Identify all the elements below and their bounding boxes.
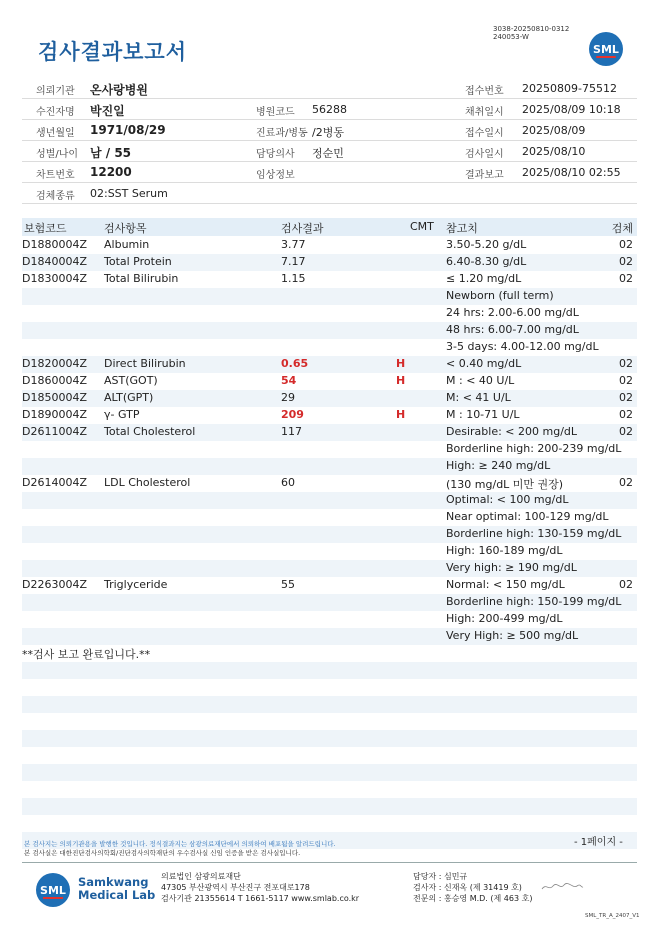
table-row: [22, 798, 637, 815]
doc-code-2: 240053-W: [493, 33, 529, 41]
table-row: [22, 679, 637, 696]
table-row: [22, 373, 637, 390]
header-spc: 검체: [611, 222, 633, 235]
cell-reference: 3-5 days: 4.00-12.00 mg/dL: [446, 340, 599, 353]
sml-logo-text: SML: [593, 42, 619, 56]
cell-specimen: 02: [619, 374, 633, 387]
table-row: [22, 526, 637, 543]
footer-logo: [36, 873, 70, 907]
table-row: [22, 560, 637, 577]
cell-test-name: Total Cholesterol: [104, 425, 196, 438]
footer-address: [161, 871, 359, 904]
cell-reference: 3.50-5.20 g/dL: [446, 238, 527, 251]
cell-result: 60: [281, 476, 295, 489]
test-date-value: 2025/08/10: [522, 145, 586, 158]
cell-flag: H: [396, 374, 406, 387]
header-ref: 참고치: [446, 222, 478, 235]
table-row: [22, 271, 637, 288]
footer-logo-text: SML: [40, 883, 66, 897]
receipt-date-value: 2025/08/09: [522, 124, 586, 137]
specimen-label: 검체종류: [36, 191, 75, 202]
doc-codes: [493, 25, 569, 41]
cell-reference: 48 hrs: 6.00-7.00 mg/dL: [446, 323, 579, 336]
cell-reference: Near optimal: 100-129 mg/dL: [446, 510, 609, 523]
table-row: [22, 339, 637, 356]
doc-code-1: 3038-20250810-0312: [493, 25, 570, 33]
cell-code: D1890004Z: [22, 408, 87, 421]
cell-specimen: 02: [619, 272, 633, 285]
cell-specimen: 02: [619, 578, 633, 591]
doctor-value: 정순민: [312, 147, 344, 160]
table-row: [22, 764, 637, 781]
cell-flag: H: [396, 408, 406, 421]
staff-line-3: 전문의 : 홍승영 M.D. (제 463 호): [413, 894, 533, 903]
cell-reference: M : 10-71 U/L: [446, 408, 520, 421]
table-row: [22, 815, 637, 832]
info-row: [22, 99, 637, 120]
cell-reference: 24 hrs: 2.00-6.00 mg/dL: [446, 306, 579, 319]
sexage-value: 남 / 55: [90, 146, 132, 160]
dept-value: /2병동: [312, 126, 344, 139]
name-value: 박진일: [90, 104, 125, 118]
table-row: [22, 730, 637, 747]
addr-line-3: 검사기관 21355614 T 1661-5117 www.smlab.co.kr: [161, 894, 360, 903]
footer-divider: [22, 862, 637, 863]
cell-specimen: 02: [619, 425, 633, 438]
table-row: [22, 781, 637, 798]
cell-reference: (130 mg/dL 미만 권장): [446, 478, 564, 491]
cell-reference: Optimal: < 100 mg/dL: [446, 493, 569, 506]
cell-reference: Borderline high: 150-199 mg/dL: [446, 595, 622, 608]
cell-test-name: γ- GTP: [104, 408, 140, 421]
cell-test-name: Total Bilirubin: [104, 272, 179, 285]
cell-flag: H: [396, 357, 406, 370]
chart-label: 차트번호: [36, 170, 75, 181]
cell-reference: Very High: ≥ 500 mg/dL: [446, 629, 579, 642]
cell-specimen: 02: [619, 408, 633, 421]
info-row: [22, 141, 637, 162]
table-row: [22, 611, 637, 628]
table-row: [22, 713, 637, 730]
cell-reference: High: ≥ 240 mg/dL: [446, 459, 551, 472]
cell-result: 209: [281, 408, 304, 421]
header-name: 검사항목: [104, 222, 147, 235]
staff-line-2: 검사자 : 신재옥 (제 31419 호): [413, 883, 522, 892]
cell-code: D1880004Z: [22, 238, 87, 251]
sml-logo: [589, 32, 623, 66]
receipt-no-label: 접수번호: [465, 86, 504, 97]
doctor-label: 담당의사: [256, 149, 295, 160]
cell-reference: < 0.40 mg/dL: [446, 357, 522, 370]
cell-test-name: LDL Cholesterol: [104, 476, 191, 489]
footer-notes: [24, 840, 336, 858]
table-row: [22, 492, 637, 509]
name-label: 수진자명: [36, 107, 75, 118]
table-row: [22, 254, 637, 271]
cell-reference: Borderline high: 200-239 mg/dL: [446, 442, 622, 455]
dob-value: 1971/08/29: [90, 123, 166, 137]
patient-info: [22, 78, 637, 204]
cell-code: D1830004Z: [22, 272, 87, 285]
table-row: [22, 577, 637, 594]
footer-staff: [413, 871, 532, 904]
cell-result: 3.77: [281, 238, 306, 251]
sexage-label: 성별/나이: [36, 149, 79, 160]
table-row: [22, 288, 637, 305]
cell-specimen: 02: [619, 357, 633, 370]
receipt-date-label: 접수일시: [465, 128, 504, 139]
table-row: [22, 356, 637, 373]
chart-value: 12200: [90, 165, 132, 179]
footer-note-1: 본 검사지는 의뢰기관용을 발행한 것입니다. 정식결과지는 삼광의료재단에서 의뢰하여 배포됨을 알려드립니다.: [24, 840, 336, 848]
dob-label: 생년월일: [36, 128, 75, 139]
cell-result: 1.15: [281, 272, 306, 285]
results-table: [22, 237, 637, 866]
receipt-no-value: 20250809-75512: [522, 82, 617, 95]
header-result: 검사결과: [281, 222, 324, 235]
test-date-label: 검사일시: [465, 149, 504, 160]
collect-label: 채취일시: [465, 107, 504, 118]
cell-test-name: Albumin: [104, 238, 150, 251]
cell-test-name: Total Protein: [104, 255, 172, 268]
cell-reference: M : < 40 U/L: [446, 374, 515, 387]
table-row: [22, 475, 637, 492]
cell-reference: High: 200-499 mg/dL: [446, 612, 563, 625]
report-title: 검사결과보고서: [38, 40, 188, 64]
addr-line-2: 47305 부산광역시 부산진구 전포대로178: [161, 883, 310, 892]
report-label: 결과보고: [465, 170, 504, 181]
table-row: [22, 237, 637, 254]
cell-reference: ≤ 1.20 mg/dL: [446, 272, 522, 285]
cell-test-name: ALT(GPT): [104, 391, 154, 404]
info-row: [22, 78, 637, 99]
brand-line-1: Samkwang: [78, 875, 149, 889]
cell-reference: Newborn (full term): [446, 289, 554, 302]
cell-code: D1820004Z: [22, 357, 87, 370]
info-row: [22, 183, 637, 204]
header-code: 보험코드: [24, 222, 67, 235]
institution-label: 의뢰기관: [36, 86, 75, 97]
form-code: SML_TR_A_2407_V1: [585, 913, 640, 919]
cell-result: 117: [281, 425, 302, 438]
cell-code: D1850004Z: [22, 391, 87, 404]
cell-code: **검사 보고 완료입니다.**: [22, 648, 151, 661]
collect-value: 2025/08/09 10:18: [522, 103, 621, 116]
table-row: [22, 696, 637, 713]
page-number: - 1페이지 -: [574, 837, 623, 848]
cell-reference: Desirable: < 200 mg/dL: [446, 425, 578, 438]
report-value: 2025/08/10 02:55: [522, 166, 621, 179]
table-row: [22, 509, 637, 526]
addr-line-1: 의료법인 삼광의료재단: [161, 872, 241, 881]
table-row: [22, 441, 637, 458]
cell-code: D1840004Z: [22, 255, 87, 268]
cell-specimen: 02: [619, 255, 633, 268]
hospital-code-label: 병원코드: [256, 107, 295, 118]
cell-test-name: Direct Bilirubin: [104, 357, 186, 370]
cell-reference: Borderline high: 130-159 mg/dL: [446, 527, 622, 540]
cell-result: 55: [281, 578, 295, 591]
table-row: [22, 662, 637, 679]
staff-line-1: 담당자 : 심민규: [413, 872, 468, 881]
clinical-label: 임상정보: [256, 170, 295, 181]
cell-reference: 6.40-8.30 g/dL: [446, 255, 527, 268]
table-row: [22, 594, 637, 611]
table-row: [22, 305, 637, 322]
hospital-code-value: 56288: [312, 103, 347, 116]
table-row: [22, 407, 637, 424]
signature-image: [540, 882, 584, 892]
table-row: [22, 458, 637, 475]
table-row: [22, 543, 637, 560]
specimen-value: 02:SST Serum: [90, 187, 168, 200]
cell-result: 0.65: [281, 357, 309, 370]
cell-code: D2611004Z: [22, 425, 87, 438]
info-row: [22, 162, 637, 183]
table-header: [22, 218, 637, 236]
cell-reference: Normal: < 150 mg/dL: [446, 578, 565, 591]
cell-specimen: 02: [619, 476, 633, 489]
table-row: [22, 390, 637, 407]
footer-note-2: 본 검사실은 대한진단검사의학회/진단검사의학재단의 우수검사실 신임 인증을 받은 검사실입니다.: [24, 849, 301, 857]
brand-line-2: Medical Lab: [78, 888, 156, 902]
cell-reference: Very high: ≥ 190 mg/dL: [446, 561, 577, 574]
cell-specimen: 02: [619, 238, 633, 251]
cell-test-name: AST(GOT): [104, 374, 158, 387]
institution-value: 온사랑병원: [90, 83, 148, 97]
cell-result: 54: [281, 374, 297, 387]
dept-label: 진료과/병동: [256, 128, 308, 139]
cell-result: 7.17: [281, 255, 306, 268]
cell-code: D2263004Z: [22, 578, 87, 591]
table-row: [22, 628, 637, 645]
cell-reference: High: 160-189 mg/dL: [446, 544, 563, 557]
table-row: [22, 424, 637, 441]
info-row: [22, 120, 637, 141]
table-row: [22, 645, 637, 662]
footer-brand: [78, 876, 155, 902]
cell-test-name: Triglyceride: [104, 578, 168, 591]
cell-reference: M: < 41 U/L: [446, 391, 511, 404]
table-row: [22, 322, 637, 339]
cell-specimen: 02: [619, 391, 633, 404]
table-row: [22, 747, 637, 764]
cell-code: D2614004Z: [22, 476, 87, 489]
cell-result: 29: [281, 391, 295, 404]
cell-code: D1860004Z: [22, 374, 87, 387]
header-cmt: CMT: [410, 220, 434, 233]
